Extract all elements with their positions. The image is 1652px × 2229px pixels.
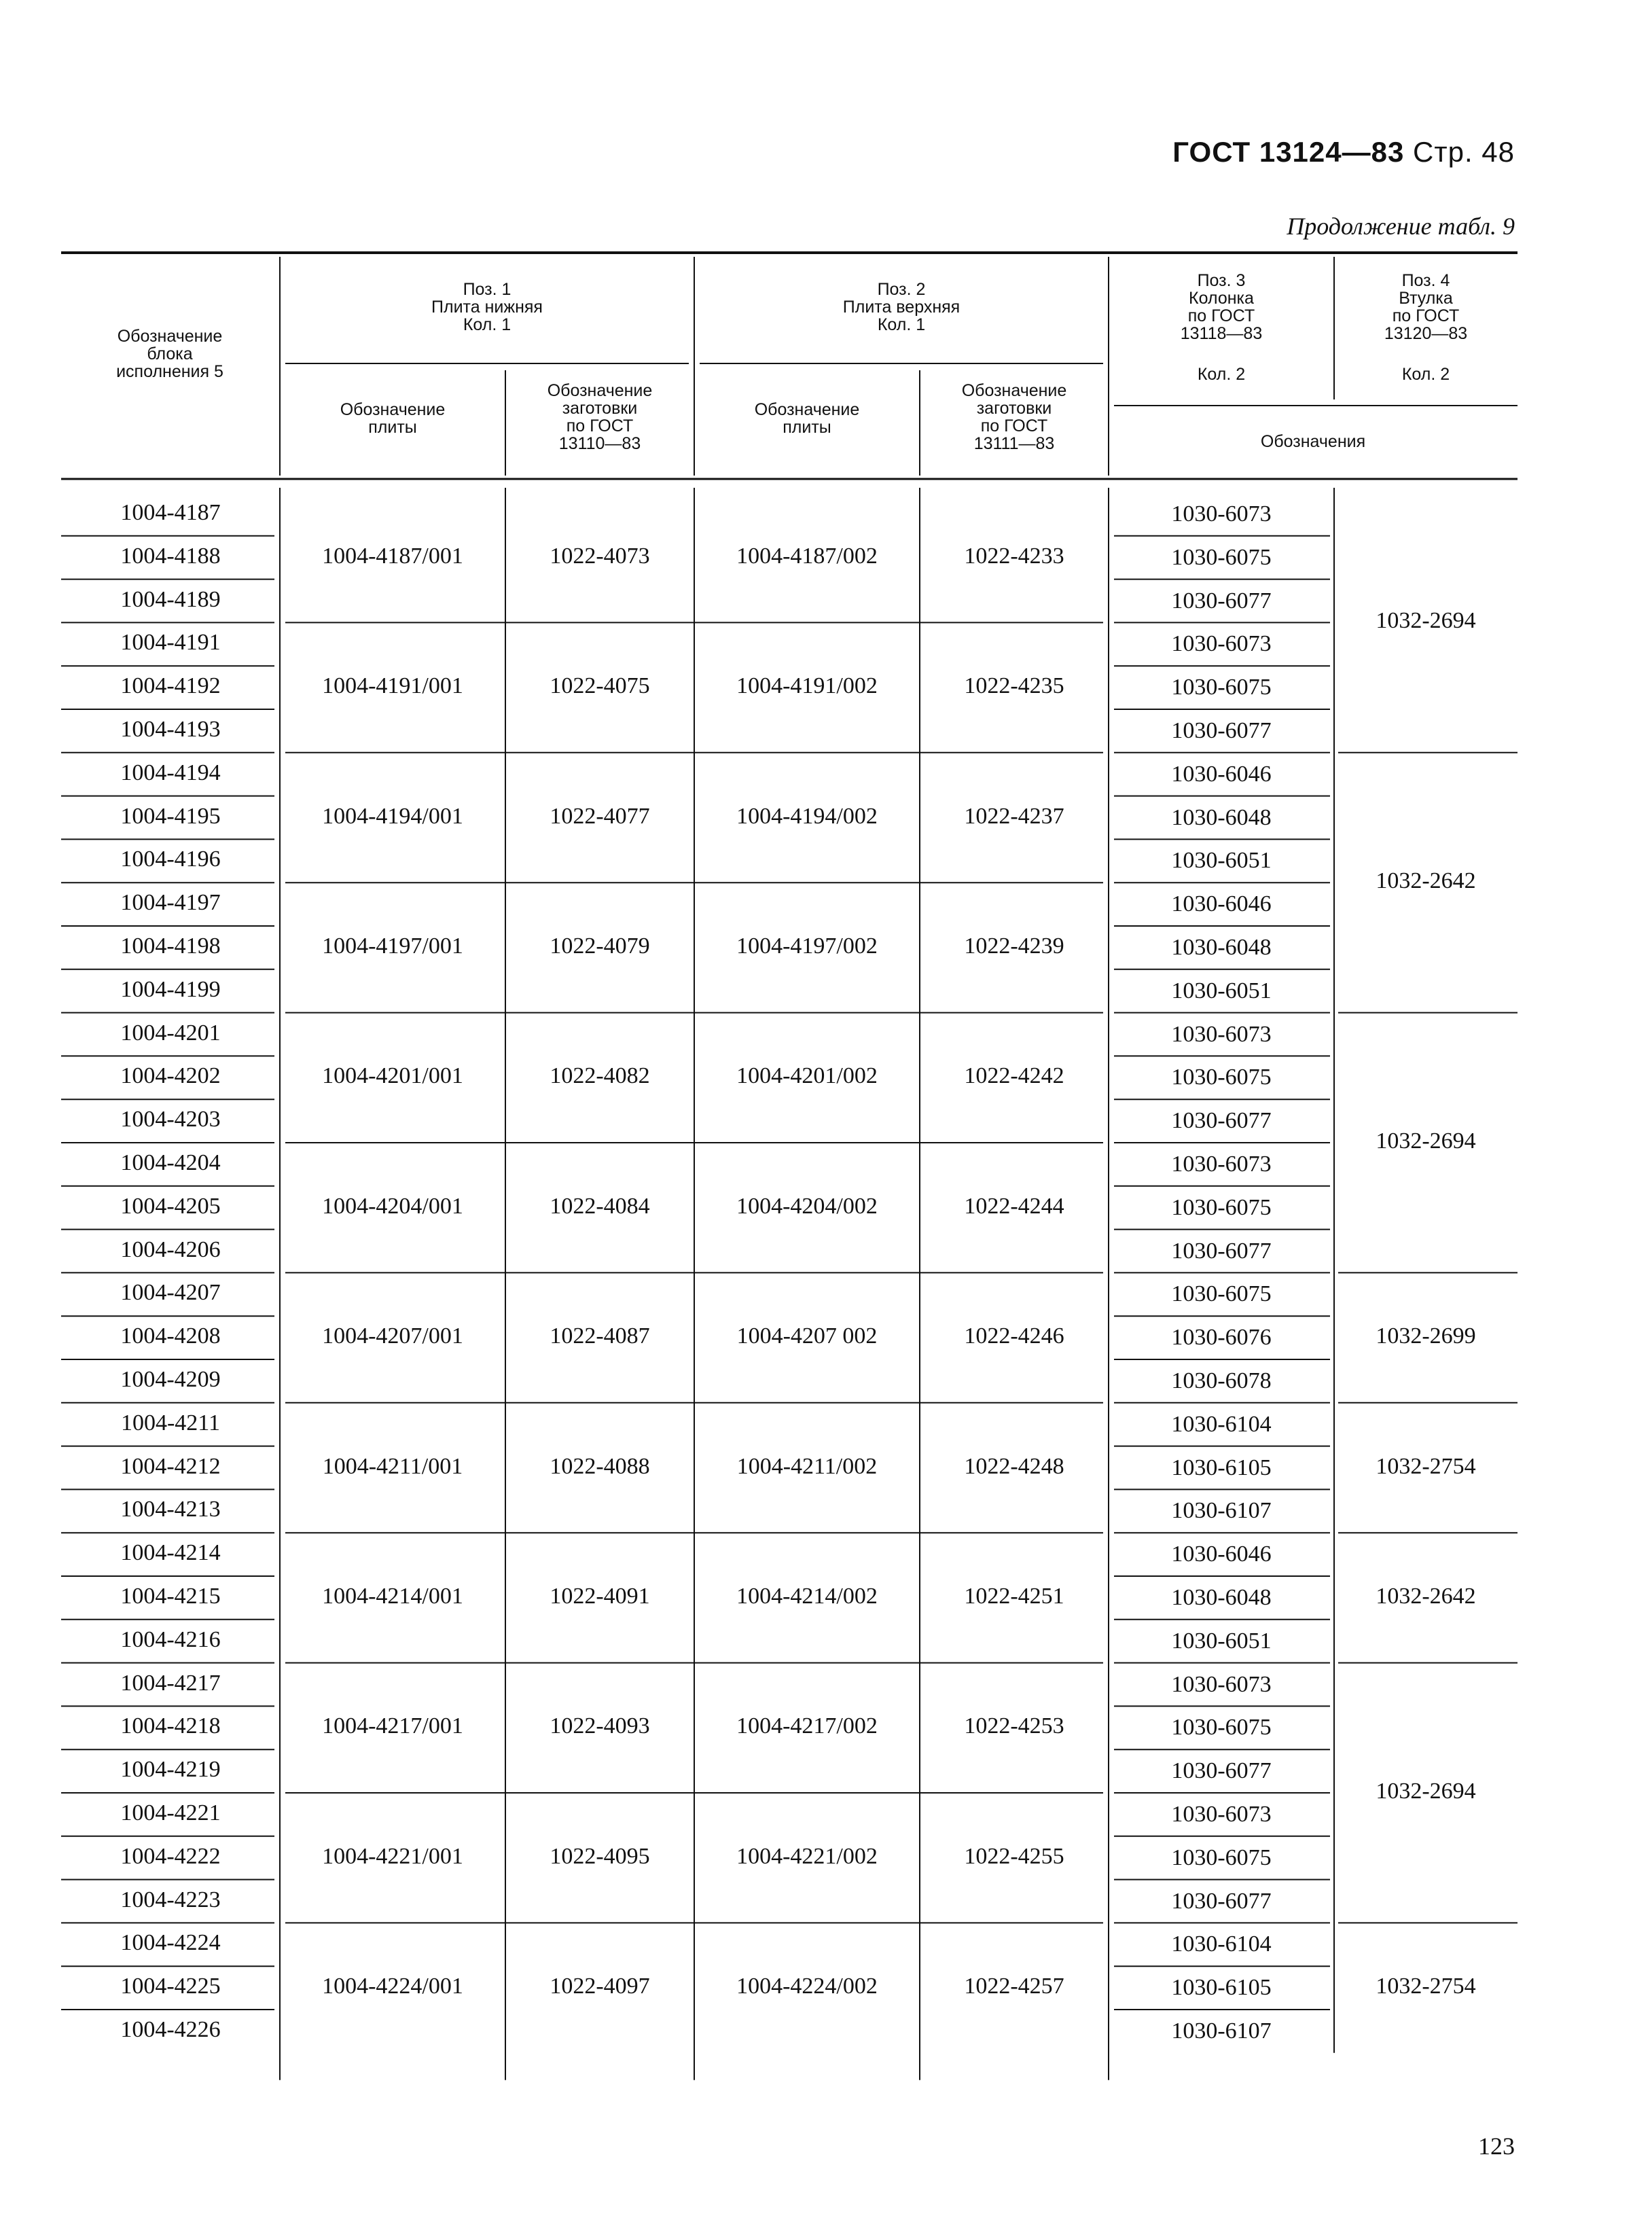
column-pos3-cell: 1030-6048 <box>1171 804 1272 830</box>
block-designation-cell: 1004-4205 <box>120 1193 221 1219</box>
column-pos3-cell: 1030-6048 <box>1171 1585 1272 1610</box>
col-header-designations: Обозначения <box>1260 432 1366 451</box>
block-designation-cell: 1004-4214 <box>120 1540 221 1566</box>
column-pos3-cell: 1030-6073 <box>1171 1021 1272 1047</box>
column-pos3-cell: 1030-6077 <box>1171 588 1272 613</box>
pos1-plate-cell: 1004-4214/001 <box>322 1583 463 1609</box>
block-designation-cell: 1004-4199 <box>120 976 221 1002</box>
block-designation-cell: 1004-4202 <box>120 1063 221 1089</box>
column-pos3-cell: 1030-6075 <box>1171 1844 1272 1870</box>
pos2-blank-cell: 1022-4235 <box>964 673 1064 699</box>
column-pos3-cell: 1030-6073 <box>1171 1152 1272 1177</box>
pos1-blank-cell: 1022-4093 <box>550 1713 650 1739</box>
pos2-blank-cell: 1022-4233 <box>964 543 1064 569</box>
pos1-blank-cell: 1022-4097 <box>550 1974 650 1999</box>
pos2-blank-cell: 1022-4257 <box>964 1974 1064 1999</box>
pos2-blank-cell: 1022-4248 <box>964 1453 1064 1479</box>
block-designation-cell: 1004-4189 <box>120 586 221 612</box>
block-designation-cell: 1004-4208 <box>120 1323 221 1349</box>
pos1-blank-cell: 1022-4073 <box>550 543 650 569</box>
column-pos3-cell: 1030-6051 <box>1171 848 1272 874</box>
column-pos3-cell: 1030-6075 <box>1171 675 1272 700</box>
pos1-blank-cell: 1022-4091 <box>550 1583 650 1609</box>
col-header-pos2: Поз. 2 Плита верхняя Кол. 1 <box>842 280 960 334</box>
pos2-plate-cell: 1004-4221/002 <box>736 1843 878 1869</box>
pos1-blank-cell: 1022-4095 <box>550 1843 650 1869</box>
pos2-plate-cell: 1004-4204/002 <box>736 1193 878 1219</box>
column-pos3-cell: 1030-6073 <box>1171 1802 1272 1827</box>
col-header-pos4-qty: Кол. 2 <box>1401 365 1450 384</box>
table-continuation-note: Продолжение табл. 9 <box>1287 213 1515 240</box>
pos2-plate-cell: 1004-4214/002 <box>736 1583 878 1609</box>
col-header-pos1-plate: Обозначение плиты <box>340 400 446 437</box>
column-pos3-cell: 1030-6075 <box>1171 1715 1272 1741</box>
pos1-plate-cell: 1004-4191/001 <box>322 673 463 699</box>
block-designation-cell: 1004-4193 <box>120 717 221 742</box>
column-pos3-cell: 1030-6051 <box>1171 1628 1272 1654</box>
pos2-plate-cell: 1004-4224/002 <box>736 1974 878 1999</box>
block-designation-cell: 1004-4221 <box>120 1800 221 1825</box>
pos1-plate-cell: 1004-4224/001 <box>322 1974 463 1999</box>
pos1-blank-cell: 1022-4077 <box>550 803 650 829</box>
column-pos3-cell: 1030-6077 <box>1171 1238 1272 1264</box>
pos2-plate-cell: 1004-4207 002 <box>736 1323 878 1349</box>
page-label: Стр. 48 <box>1413 136 1515 168</box>
block-designation-cell: 1004-4195 <box>120 803 221 829</box>
column-pos3-cell: 1030-6077 <box>1171 1108 1272 1134</box>
column-pos3-cell: 1030-6105 <box>1171 1455 1272 1480</box>
bushing-pos4-cell: 1032-2699 <box>1376 1323 1476 1349</box>
block-designation-cell: 1004-4188 <box>120 543 221 569</box>
pos2-blank-cell: 1022-4246 <box>964 1323 1064 1349</box>
block-designation-cell: 1004-4213 <box>120 1497 221 1522</box>
pos2-blank-cell: 1022-4251 <box>964 1583 1064 1609</box>
block-designation-cell: 1004-4206 <box>120 1236 221 1262</box>
block-designation-cell: 1004-4211 <box>120 1410 221 1436</box>
column-pos3-cell: 1030-6076 <box>1171 1325 1272 1351</box>
block-designation-cell: 1004-4218 <box>120 1713 221 1739</box>
page-number: 123 <box>1478 2133 1515 2160</box>
bushing-pos4-cell: 1032-2694 <box>1376 1779 1476 1804</box>
column-pos3-cell: 1030-6046 <box>1171 1541 1272 1567</box>
block-designation-cell: 1004-4196 <box>120 846 221 872</box>
col-header-pos3-qty: Кол. 2 <box>1197 365 1246 384</box>
column-pos3-cell: 1030-6046 <box>1171 891 1272 917</box>
block-designation-cell: 1004-4201 <box>120 1020 221 1046</box>
bushing-pos4-cell: 1032-2754 <box>1376 1974 1476 1999</box>
column-pos3-cell: 1030-6105 <box>1171 1975 1272 2001</box>
pos1-plate-cell: 1004-4197/001 <box>322 933 463 959</box>
col-header-pos1-blank: Обозначение заготовки по ГОСТ 13110—83 <box>547 381 653 453</box>
bushing-pos4-cell: 1032-2694 <box>1376 1128 1476 1154</box>
standard-number: ГОСТ 13124—83 <box>1172 136 1405 168</box>
column-pos3-cell: 1030-6075 <box>1171 544 1272 570</box>
column-pos3-cell: 1030-6078 <box>1171 1368 1272 1393</box>
pos1-plate-cell: 1004-4187/001 <box>322 543 463 569</box>
pos1-blank-cell: 1022-4087 <box>550 1323 650 1349</box>
column-pos3-cell: 1030-6048 <box>1171 935 1272 960</box>
column-pos3-cell: 1030-6107 <box>1171 2018 1272 2044</box>
bushing-pos4-cell: 1032-2642 <box>1376 1583 1476 1609</box>
column-pos3-cell: 1030-6075 <box>1171 1065 1272 1090</box>
pos1-plate-cell: 1004-4207/001 <box>322 1323 463 1349</box>
block-designation-cell: 1004-4224 <box>120 1930 221 1956</box>
column-pos3-cell: 1030-6046 <box>1171 761 1272 787</box>
column-pos3-cell: 1030-6073 <box>1171 501 1272 527</box>
col-header-pos2-blank: Обозначение заготовки по ГОСТ 13111—83 <box>961 381 1067 453</box>
pos2-plate-cell: 1004-4201/002 <box>736 1063 878 1089</box>
pos1-plate-cell: 1004-4194/001 <box>322 803 463 829</box>
block-designation-cell: 1004-4216 <box>120 1626 221 1652</box>
pos1-plate-cell: 1004-4204/001 <box>322 1193 463 1219</box>
pos2-plate-cell: 1004-4211/002 <box>736 1453 878 1479</box>
pos1-plate-cell: 1004-4211/001 <box>322 1453 463 1479</box>
column-pos3-cell: 1030-6077 <box>1171 1888 1272 1914</box>
col-header-pos2-plate: Обозначение плиты <box>754 400 860 437</box>
column-pos3-cell: 1030-6075 <box>1171 1281 1272 1307</box>
block-designation-cell: 1004-4203 <box>120 1107 221 1133</box>
block-designation-cell: 1004-4194 <box>120 760 221 785</box>
col-header-block: Обозначение блока исполнения 5 <box>116 327 223 381</box>
bushing-pos4-cell: 1032-2754 <box>1376 1453 1476 1479</box>
block-designation-cell: 1004-4197 <box>120 890 221 916</box>
pos1-plate-cell: 1004-4201/001 <box>322 1063 463 1089</box>
pos2-blank-cell: 1022-4253 <box>964 1713 1064 1739</box>
block-designation-cell: 1004-4222 <box>120 1843 221 1869</box>
block-designation-cell: 1004-4215 <box>120 1584 221 1609</box>
col-header-pos3: Поз. 3 Колонка по ГОСТ 13118—83 <box>1180 271 1263 343</box>
pos1-blank-cell: 1022-4084 <box>550 1193 650 1219</box>
pos2-blank-cell: 1022-4239 <box>964 933 1064 959</box>
block-designation-cell: 1004-4212 <box>120 1453 221 1479</box>
column-pos3-cell: 1030-6104 <box>1171 1931 1272 1957</box>
column-pos3-cell: 1030-6073 <box>1171 631 1272 657</box>
column-pos3-cell: 1030-6073 <box>1171 1671 1272 1697</box>
block-designation-cell: 1004-4198 <box>120 933 221 959</box>
pos1-blank-cell: 1022-4075 <box>550 673 650 699</box>
column-pos3-cell: 1030-6107 <box>1171 1498 1272 1524</box>
pos2-blank-cell: 1022-4244 <box>964 1193 1064 1219</box>
pos2-blank-cell: 1022-4255 <box>964 1843 1064 1869</box>
pos1-blank-cell: 1022-4088 <box>550 1453 650 1479</box>
column-pos3-cell: 1030-6104 <box>1171 1411 1272 1437</box>
block-designation-cell: 1004-4207 <box>120 1280 221 1306</box>
block-designation-cell: 1004-4223 <box>120 1887 221 1912</box>
block-designation-cell: 1004-4226 <box>120 2017 221 2042</box>
pos2-plate-cell: 1004-4197/002 <box>736 933 878 959</box>
pos2-blank-cell: 1022-4237 <box>964 803 1064 829</box>
pos2-plate-cell: 1004-4194/002 <box>736 803 878 829</box>
pos2-blank-cell: 1022-4242 <box>964 1063 1064 1089</box>
column-pos3-cell: 1030-6077 <box>1171 718 1272 743</box>
column-pos3-cell: 1030-6051 <box>1171 978 1272 1003</box>
block-designation-cell: 1004-4217 <box>120 1670 221 1696</box>
block-designation-cell: 1004-4191 <box>120 630 221 656</box>
col-header-pos4: Поз. 4 Втулка по ГОСТ 13120—83 <box>1384 271 1468 343</box>
block-designation-cell: 1004-4225 <box>120 1974 221 1999</box>
block-designation-cell: 1004-4209 <box>120 1367 221 1392</box>
pos2-plate-cell: 1004-4187/002 <box>736 543 878 569</box>
pos1-plate-cell: 1004-4221/001 <box>322 1843 463 1869</box>
pos1-blank-cell: 1022-4079 <box>550 933 650 959</box>
col-header-pos1: Поз. 1 Плита нижняя Кол. 1 <box>431 280 543 334</box>
column-pos3-cell: 1030-6075 <box>1171 1194 1272 1220</box>
bushing-pos4-cell: 1032-2694 <box>1376 608 1476 634</box>
block-designation-cell: 1004-4192 <box>120 673 221 699</box>
bushing-pos4-cell: 1032-2642 <box>1376 868 1476 894</box>
block-designation-cell: 1004-4219 <box>120 1757 221 1783</box>
block-designation-cell: 1004-4187 <box>120 500 221 525</box>
block-designation-cell: 1004-4204 <box>120 1150 221 1175</box>
pos2-plate-cell: 1004-4191/002 <box>736 673 878 699</box>
column-pos3-cell: 1030-6077 <box>1171 1758 1272 1784</box>
pos1-plate-cell: 1004-4217/001 <box>322 1713 463 1739</box>
pos1-blank-cell: 1022-4082 <box>550 1063 650 1089</box>
pos2-plate-cell: 1004-4217/002 <box>736 1713 878 1739</box>
